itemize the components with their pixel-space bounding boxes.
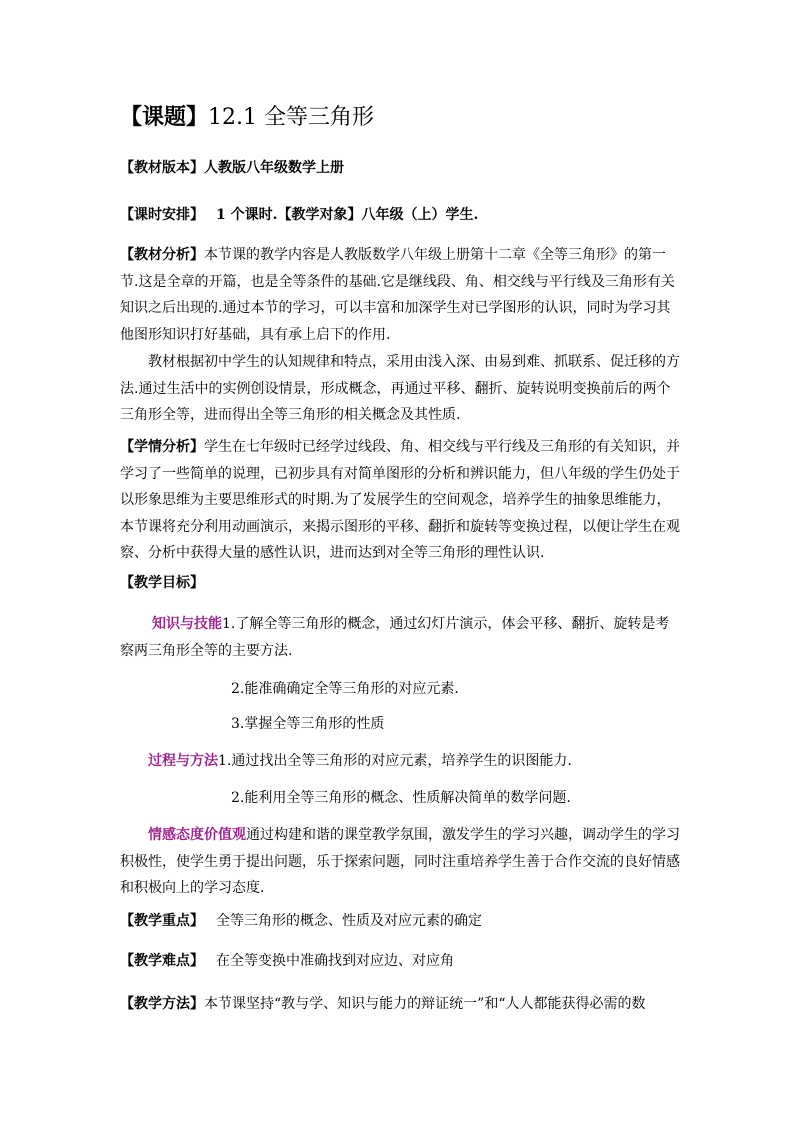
knowledge-label: 知识与技能 <box>152 616 222 632</box>
student-label: 【学情分析】 <box>120 439 204 455</box>
analysis-paragraph <box>120 242 680 348</box>
version-line <box>120 158 344 178</box>
difficulty-value: 在全等变换中准确找到对应边、对应角 <box>216 953 454 969</box>
process-label: 过程与方法 <box>148 753 218 769</box>
method-line <box>120 994 645 1014</box>
emotion-text: 通过构建和谐的课堂教学氛围，激发学生的学习兴趣，调动学生的学习积极性，使学生勇于提出问题，乐于探索问题，同时注重培养学生善于合作交流的良好情感和积极向上的学习态度. <box>120 827 680 896</box>
analysis-text-1: 本节课的教学内容是人教版数学八年级上册第十二章《全等三角形》的第一节.这是全章的开篇，也是全等条件的基础.它是继线段、角、相交线与平行线及三角形有关知识之后出现的.通过本节的学习，可以丰富和加深学生对已学图形的认识，同时为学习其他图形知识打好基础，具有承上启下的作用. <box>120 247 675 343</box>
goals-label: 【教学目标】 <box>120 575 204 591</box>
target-value: 八年级（上）学生. <box>361 207 479 223</box>
knowledge-paragraph <box>120 611 680 664</box>
analysis-label: 【教材分析】 <box>120 247 204 263</box>
emotion-label: 情感态度价值观 <box>148 827 246 843</box>
knowledge-item-2: 2.能准确确定全等三角形的对应元素. <box>231 681 459 697</box>
analysis-paragraph-2 <box>120 349 680 429</box>
method-label: 【教学方法】 <box>120 996 204 1012</box>
knowledge-item-3: 3.掌握全等三角形的性质 <box>231 716 385 732</box>
version-label: 【教材版本】 <box>120 160 204 176</box>
process-item-2-line <box>231 788 571 808</box>
knowledge-item-2-line <box>231 679 459 699</box>
student-paragraph <box>120 434 680 567</box>
version-value: 人教版八年级数学上册 <box>204 160 344 176</box>
key-label: 【教学重点】 <box>120 913 204 929</box>
process-line <box>148 751 572 771</box>
key-value: 全等三角形的概念、性质及对应元素的确定 <box>216 913 482 929</box>
schedule-value: 1 个课时. <box>216 207 278 223</box>
analysis-text-2: 教材根据初中学生的认知规律和特点，采用由浅入深、由易到难、抓联系、促迁移的方法.通过生活中的实例创设情景，形成概念，再通过平移、翻折、旋转说明变换前后的两个三角形全等，进而得出全等三角形的相关概念及其性质. <box>120 354 680 423</box>
method-value: 本节课坚持“教与学、知识与能力的辩证统一”和“人人都能获得必需的数 <box>204 996 646 1012</box>
process-item-2: 2.能利用全等三角形的概念、性质解决简单的数学问题. <box>231 790 571 806</box>
difficulty-label: 【教学难点】 <box>120 953 204 969</box>
knowledge-item-1: 1.了解全等三角形的概念，通过幻灯片演示，体会平移、翻折、旋转是考察两三角形全等的主要方法. <box>120 616 670 659</box>
knowledge-item-3-line <box>231 714 384 734</box>
goals-heading <box>120 573 204 593</box>
schedule-label: 【课时安排】 <box>120 207 204 223</box>
key-line <box>120 911 482 931</box>
schedule-line <box>120 205 478 225</box>
difficulty-line <box>120 951 454 971</box>
title-text: 12.1 全等三角形 <box>208 105 374 130</box>
process-item-1: 1.通过找出全等三角形的对应元素，培养学生的识图能力. <box>218 753 572 769</box>
target-label: 【教学对象】 <box>277 207 362 223</box>
emotion-paragraph <box>120 822 680 902</box>
page-title <box>120 101 374 134</box>
student-text: 学生在七年级时已经学过线段、角、相交线与平行线及三角形的有关知识，并学习了一些简单的说理，已初步具有对简单图形的分析和辨识能力，但八年级的学生仍处于以形象思维为主要思维形式的时期.为了发展学生的空间观念，培养学生的抽象思维能力，本节课将充分利用动画演示，来揭示图形的平移、翻折和旋转等变换过程，以便让学生在观察、分析中获得大量的感性认识，进而达到对全等三角形的理性认识. <box>120 439 680 561</box>
title-bracket: 【课题】 <box>120 104 209 130</box>
